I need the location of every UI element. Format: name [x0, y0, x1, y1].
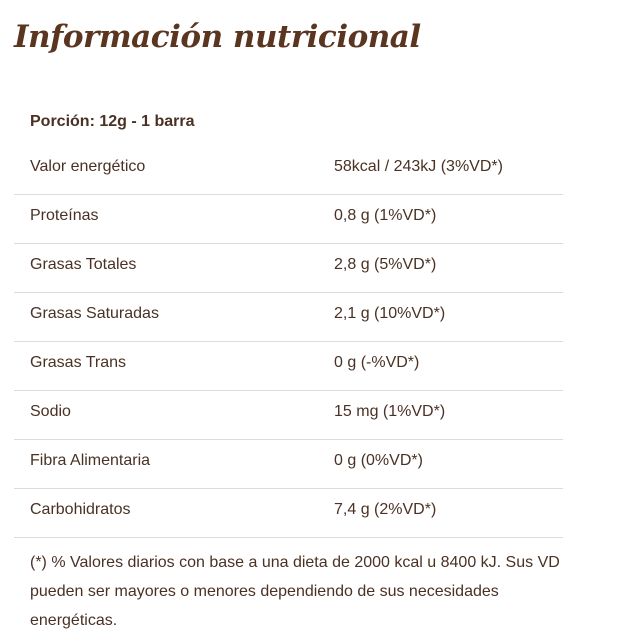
nutrient-value: 2,8 g (5%VD*)	[334, 256, 437, 273]
table-row	[14, 244, 563, 293]
table-row	[14, 489, 563, 538]
nutrient-label: Valor energético	[30, 158, 146, 175]
footnote: (*) % Valores diarios con base a una dieta de 2000 kcal u 8400 kJ. Sus VD pueden ser mayores o menores dependiendo de sus necesidades energéticas.	[30, 554, 560, 629]
nutrition-table	[14, 146, 563, 538]
portion-label: Porción: 12g - 1 barra	[30, 113, 195, 130]
table-row	[14, 293, 563, 342]
nutrient-label: Carbohidratos	[30, 501, 131, 518]
nutrient-value: 0 g (-%VD*)	[334, 354, 420, 371]
page-title: Información nutricional	[14, 19, 421, 55]
nutrient-label: Proteínas	[30, 207, 99, 224]
nutrient-label: Grasas Totales	[30, 256, 137, 273]
table-row	[14, 440, 563, 489]
nutrient-label: Fibra Alimentaria	[30, 452, 151, 469]
nutrient-label: Grasas Saturadas	[30, 305, 159, 322]
nutrient-value: 15 mg (1%VD*)	[334, 403, 446, 420]
nutrient-value: 58kcal / 243kJ (3%VD*)	[334, 158, 503, 175]
nutrient-value: 7,4 g (2%VD*)	[334, 501, 437, 518]
table-row	[14, 391, 563, 440]
table-row	[14, 146, 563, 195]
nutrient-label: Grasas Trans	[30, 354, 127, 371]
nutrient-value: 0,8 g (1%VD*)	[334, 207, 437, 224]
nutrient-value: 0 g (0%VD*)	[334, 452, 423, 469]
table-row	[14, 195, 563, 244]
nutrient-label: Sodio	[30, 403, 71, 420]
nutrient-value: 2,1 g (10%VD*)	[334, 305, 446, 322]
table-row	[14, 342, 563, 391]
